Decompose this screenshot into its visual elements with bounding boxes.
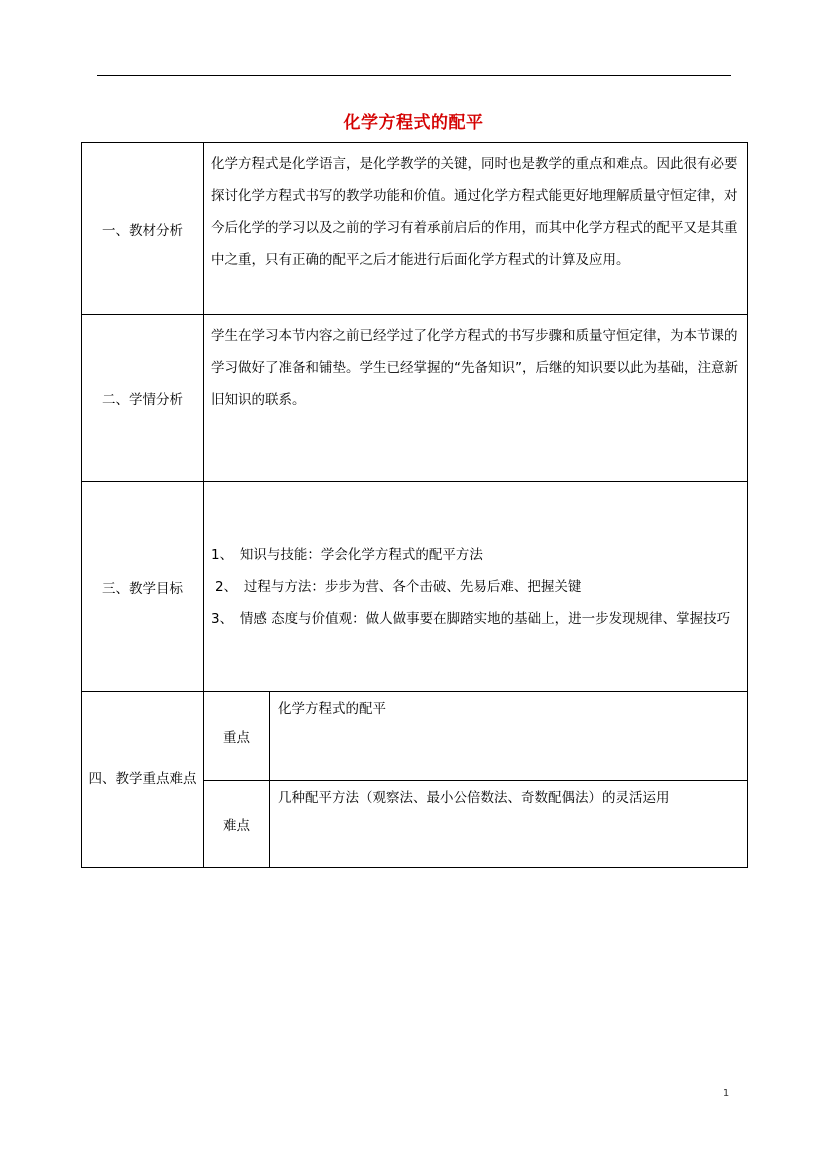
- table-row: [82, 143, 748, 315]
- difficult-point-text: 几种配平方法（观察法、最小公倍数法、奇数配偶法）的灵活运用: [270, 781, 748, 868]
- key-point-text: 化学方程式的配平: [270, 692, 748, 781]
- row-label-key-points: 四、教学重点难点: [82, 692, 204, 868]
- lesson-plan-table: [81, 142, 748, 868]
- student-analysis-text: 学生在学习本节内容之前已经学过了化学方程式的书写步骤和质量守恒定律，为本节课的学习做好了准备和铺垫。学生已经掌握的“先备知识”，后继的知识要以此为基础，注意新旧知识的联系。: [204, 315, 748, 482]
- header-rule: [97, 75, 731, 76]
- goal-item: 3、 情感 态度与价值观：做人做事要在脚踏实地的基础上，进一步发现规律、掌握技巧: [211, 610, 731, 627]
- row-label-textbook-analysis: 一、教材分析: [82, 143, 204, 315]
- row-label-teaching-goals: 三、教学目标: [82, 482, 204, 692]
- page-number: 1: [722, 1088, 730, 1099]
- table-row: [82, 692, 748, 781]
- sub-label-key-point: 重点: [204, 692, 270, 781]
- row-label-student-analysis: 二、学情分析: [82, 315, 204, 482]
- table-row: [82, 315, 748, 482]
- table-row: [82, 482, 748, 692]
- sub-label-difficult-point: 难点: [204, 781, 270, 868]
- document-title: 化学方程式的配平: [343, 113, 484, 133]
- goal-item: 2、 过程与方法：步步为营、各个击破、先易后难、把握关键: [215, 578, 582, 595]
- teaching-goals-cell: [204, 482, 748, 692]
- goal-item: 1、 知识与技能：学会化学方程式的配平方法: [211, 546, 483, 563]
- textbook-analysis-text: 化学方程式是化学语言，是化学教学的关键，同时也是教学的重点和难点。因此很有必要探讨化学方程式书写的教学功能和价值。通过化学方程式能更好地理解质量守恒定律，对今后化学的学习以及之前的学习有着承前启后的作用，而其中化学方程式的配平又是其重中之重，只有正确的配平之后才能进行后面化学方程式的计算及应用。: [204, 143, 748, 315]
